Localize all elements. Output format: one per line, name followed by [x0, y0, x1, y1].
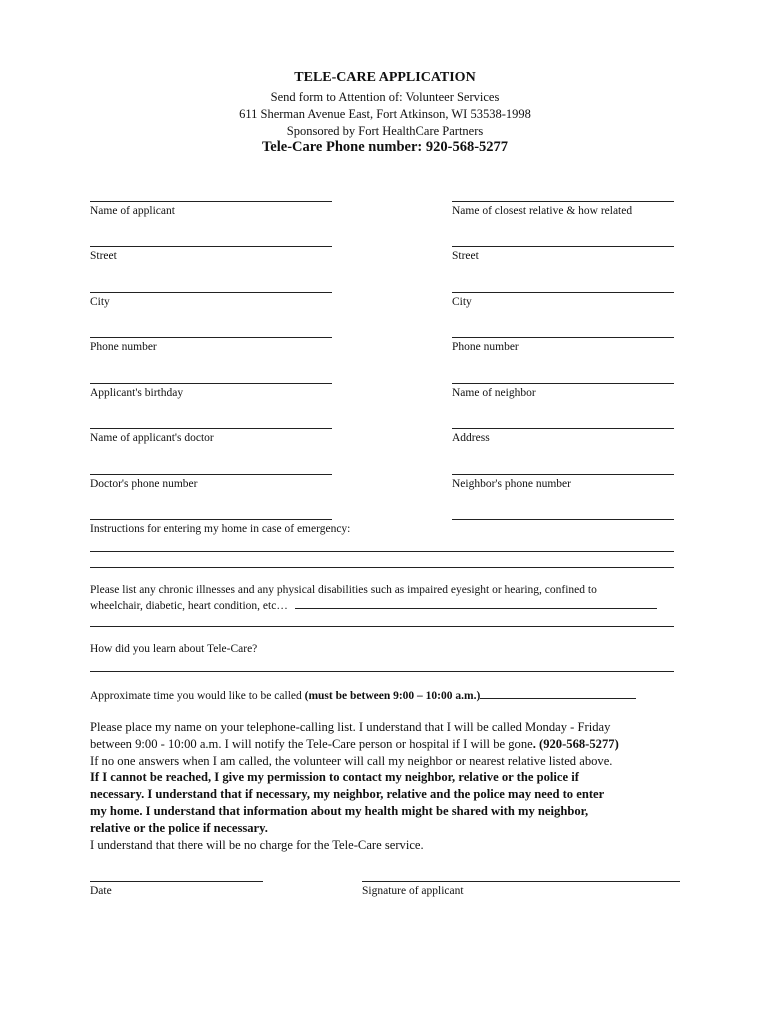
agreement-line-bold: If I cannot be reached, I give my permission to contact my neighbor, relative or the police if	[90, 770, 579, 785]
fill-line[interactable]	[452, 337, 674, 338]
signature-label: Signature of applicant	[362, 885, 464, 897]
call-time-label: Approximate time you would like to be called	[90, 690, 305, 702]
call-time-window: (must be between 9:00 – 10:00 a.m.)	[304, 690, 481, 702]
call-time-answer-line[interactable]	[480, 689, 636, 699]
agreement-line	[90, 736, 690, 753]
applicant-street-field[interactable]	[90, 246, 332, 262]
relative-street-field[interactable]	[452, 246, 674, 262]
fill-line[interactable]	[90, 474, 332, 475]
relative-phone-field[interactable]	[452, 337, 674, 353]
form-title: TELE-CARE APPLICATION	[294, 70, 476, 85]
field-label: Phone number	[90, 341, 157, 353]
sponsor-line: Sponsored by Fort HealthCare Partners	[286, 124, 484, 138]
field-label: Neighbor's phone number	[452, 478, 571, 490]
agreement-line: Please place my name on your telephone-calling list. I understand that I will be called Monday - Friday	[90, 720, 611, 734]
agreement-phone: . (920-568-5277)	[532, 736, 619, 751]
fill-line[interactable]	[90, 428, 332, 429]
field-label: Name of closest relative & how related	[452, 205, 633, 217]
fill-line[interactable]	[90, 201, 332, 202]
chronic-question-line-1: Please list any chronic illnesses and any physical disabilities such as impaired eyesight or hearing, confined to	[90, 584, 597, 596]
tele-care-phone: Tele-Care Phone number: 920-568-5277	[261, 139, 509, 155]
field-label: Street	[452, 250, 479, 262]
date-field[interactable]	[90, 881, 263, 897]
chronic-question-line-2	[90, 599, 657, 612]
agreement-text: between 9:00 - 10:00 a.m. I will notify the Tele-Care person or hospital if I will be gone	[90, 736, 533, 751]
field-label: Street	[90, 250, 117, 262]
field-label: City	[452, 296, 472, 308]
date-line[interactable]	[90, 881, 263, 882]
relative-city-field[interactable]	[452, 292, 674, 308]
chronic-answer-line-2[interactable]	[90, 626, 674, 627]
field-label: Phone number	[452, 341, 519, 353]
fill-line[interactable]	[90, 246, 332, 247]
field-label: Doctor's phone number	[90, 478, 198, 490]
fill-line[interactable]	[90, 292, 332, 293]
agreement-line: If no one answers when I am called, the volunteer will call my neighbor or nearest relative listed above.	[90, 753, 613, 768]
chronic-answer-line[interactable]	[295, 599, 657, 609]
field-label: Name of neighbor	[452, 387, 536, 399]
field-label: Name of applicant	[90, 205, 175, 217]
doctor-phone-field[interactable]	[90, 474, 332, 490]
fill-line[interactable]	[90, 519, 332, 520]
learn-answer-line[interactable]	[90, 671, 674, 672]
fill-line[interactable]	[452, 246, 674, 247]
fill-line[interactable]	[452, 201, 674, 202]
field-label: Address	[452, 432, 490, 444]
call-time-question	[90, 689, 636, 702]
date-label: Date	[90, 885, 112, 897]
signature-line[interactable]	[362, 881, 680, 882]
instructions-field[interactable]	[90, 519, 351, 535]
agreement-line: I understand that there will be no charge for the Tele-Care service.	[90, 837, 424, 852]
fill-line[interactable]	[452, 383, 674, 384]
signature-field[interactable]	[362, 881, 680, 897]
address-line: 611 Sherman Avenue East, Fort Atkinson, WI 53538-1998	[239, 107, 531, 121]
fill-line[interactable]	[452, 428, 674, 429]
extra-right-field[interactable]	[452, 519, 674, 520]
applicant-phone-field[interactable]	[90, 337, 332, 353]
applicant-birthday-field[interactable]	[90, 383, 332, 399]
neighbor-phone-field[interactable]	[452, 474, 674, 490]
field-label: Instructions for entering my home in case of emergency:	[90, 523, 351, 535]
agreement-line-bold: relative or the police if necessary.	[90, 820, 268, 835]
learn-question: How did you learn about Tele-Care?	[90, 643, 258, 655]
applicant-name-field[interactable]	[90, 201, 332, 217]
fill-line[interactable]	[452, 519, 674, 520]
neighbor-address-field[interactable]	[452, 428, 674, 444]
agreement-paragraph	[90, 719, 690, 853]
field-label: Name of applicant's doctor	[90, 432, 214, 444]
fill-line[interactable]	[452, 474, 674, 475]
agreement-line-bold: my home. I understand that information about my health might be shared with my neighbor,	[90, 803, 589, 818]
neighbor-name-field[interactable]	[452, 383, 674, 399]
doctor-name-field[interactable]	[90, 428, 332, 444]
relative-name-field[interactable]	[452, 201, 674, 217]
fill-line[interactable]	[90, 337, 332, 338]
send-to-line: Send form to Attention of: Volunteer Services	[270, 90, 500, 104]
chronic-question-text: wheelchair, diabetic, heart condition, etc…	[90, 600, 288, 612]
applicant-city-field[interactable]	[90, 292, 332, 308]
instructions-line-1[interactable]	[90, 551, 674, 552]
field-label: Applicant's birthday	[90, 387, 184, 399]
fill-line[interactable]	[452, 292, 674, 293]
agreement-line-bold: necessary. I understand that if necessary, my neighbor, relative and the police may need to enter	[90, 787, 605, 802]
fill-line[interactable]	[90, 383, 332, 384]
instructions-line-2[interactable]	[90, 567, 674, 568]
field-label: City	[90, 296, 110, 308]
